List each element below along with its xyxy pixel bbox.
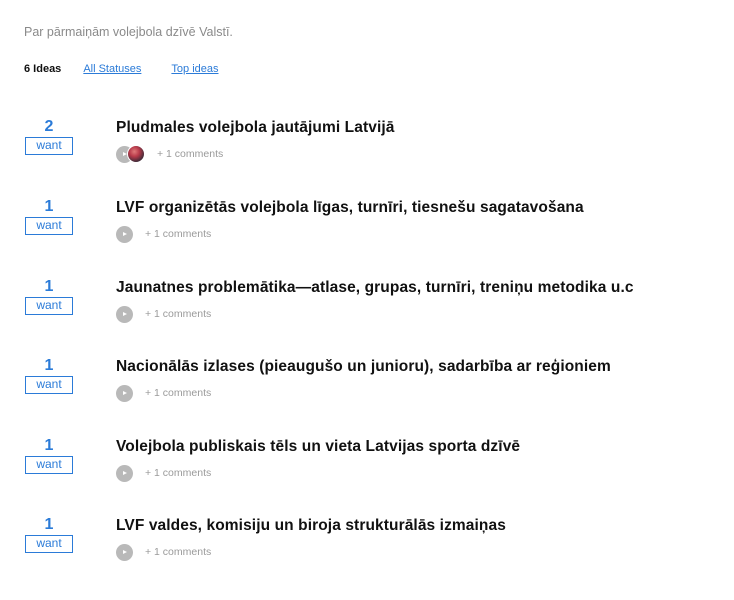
idea-item: [0, 357, 734, 417]
want-button[interactable]: want: [25, 297, 73, 315]
idea-item: [0, 437, 734, 497]
vote-count: 1: [44, 198, 54, 215]
idea-title[interactable]: Nacionālās izlases (pieaugušo un junioru), sadarbība ar reģioniem: [116, 358, 611, 375]
all-statuses-link[interactable]: All Statuses: [83, 63, 142, 75]
vote-count: 1: [44, 278, 54, 295]
vote-widget: [25, 357, 73, 394]
vote-widget: [25, 278, 73, 315]
vote-widget: [25, 516, 73, 553]
avatar-placeholder-icon: [123, 312, 127, 316]
avatar-photo: [127, 145, 145, 163]
comments-link[interactable]: + 1 comments: [145, 308, 212, 320]
avatar: [116, 226, 133, 243]
avatar-placeholder-icon: [123, 232, 127, 236]
avatar: [116, 385, 133, 402]
avatar: [116, 306, 133, 323]
idea-item: [0, 118, 734, 178]
vote-count: 1: [44, 357, 54, 374]
comments-link[interactable]: + 1 comments: [145, 467, 212, 479]
idea-meta: [116, 225, 211, 243]
idea-item: [0, 198, 734, 258]
avatar-placeholder-icon: [123, 471, 127, 475]
want-button[interactable]: want: [25, 376, 73, 394]
filter-bar: [24, 61, 249, 77]
idea-meta: [116, 384, 211, 402]
idea-title[interactable]: LVF valdes, komisiju un biroja strukturālās izmaiņas: [116, 517, 506, 534]
page-subtitle: Par pārmaiņām volejbola dzīvē Valstī.: [24, 25, 233, 39]
top-ideas-link[interactable]: Top ideas: [171, 63, 219, 75]
idea-title[interactable]: Jaunatnes problemātika—atlase, grupas, turnīri, treniņu metodika u.c: [116, 279, 634, 296]
idea-meta: [116, 464, 211, 482]
idea-title[interactable]: Pludmales volejbola jautājumi Latvijā: [116, 119, 395, 136]
comments-link[interactable]: + 1 comments: [145, 387, 212, 399]
idea-title[interactable]: Volejbola publiskais tēls un vieta Latvijas sporta dzīvē: [116, 438, 521, 455]
avatar: [116, 544, 133, 561]
idea-item: [0, 516, 734, 576]
vote-widget: [25, 437, 73, 474]
idea-meta: [116, 543, 211, 561]
vote-widget: [25, 198, 73, 235]
want-button[interactable]: want: [25, 137, 73, 155]
avatar-placeholder-icon: [123, 391, 127, 395]
want-button[interactable]: want: [25, 217, 73, 235]
idea-meta: [116, 305, 211, 323]
comments-link[interactable]: + 1 comments: [145, 228, 212, 240]
want-button[interactable]: want: [25, 456, 73, 474]
comments-link[interactable]: + 1 comments: [157, 148, 224, 160]
idea-meta: [116, 145, 223, 163]
idea-item: [0, 278, 734, 338]
avatar: [116, 465, 133, 482]
vote-count: 1: [44, 437, 54, 454]
vote-count: 2: [44, 118, 54, 135]
idea-count: 6 Ideas: [24, 63, 62, 75]
vote-widget: [25, 118, 73, 155]
idea-title[interactable]: LVF organizētās volejbola līgas, turnīri, tiesnešu sagatavošana: [116, 199, 584, 216]
avatar-placeholder-icon: [123, 550, 127, 554]
comments-link[interactable]: + 1 comments: [145, 546, 212, 558]
vote-count: 1: [44, 516, 54, 533]
want-button[interactable]: want: [25, 535, 73, 553]
